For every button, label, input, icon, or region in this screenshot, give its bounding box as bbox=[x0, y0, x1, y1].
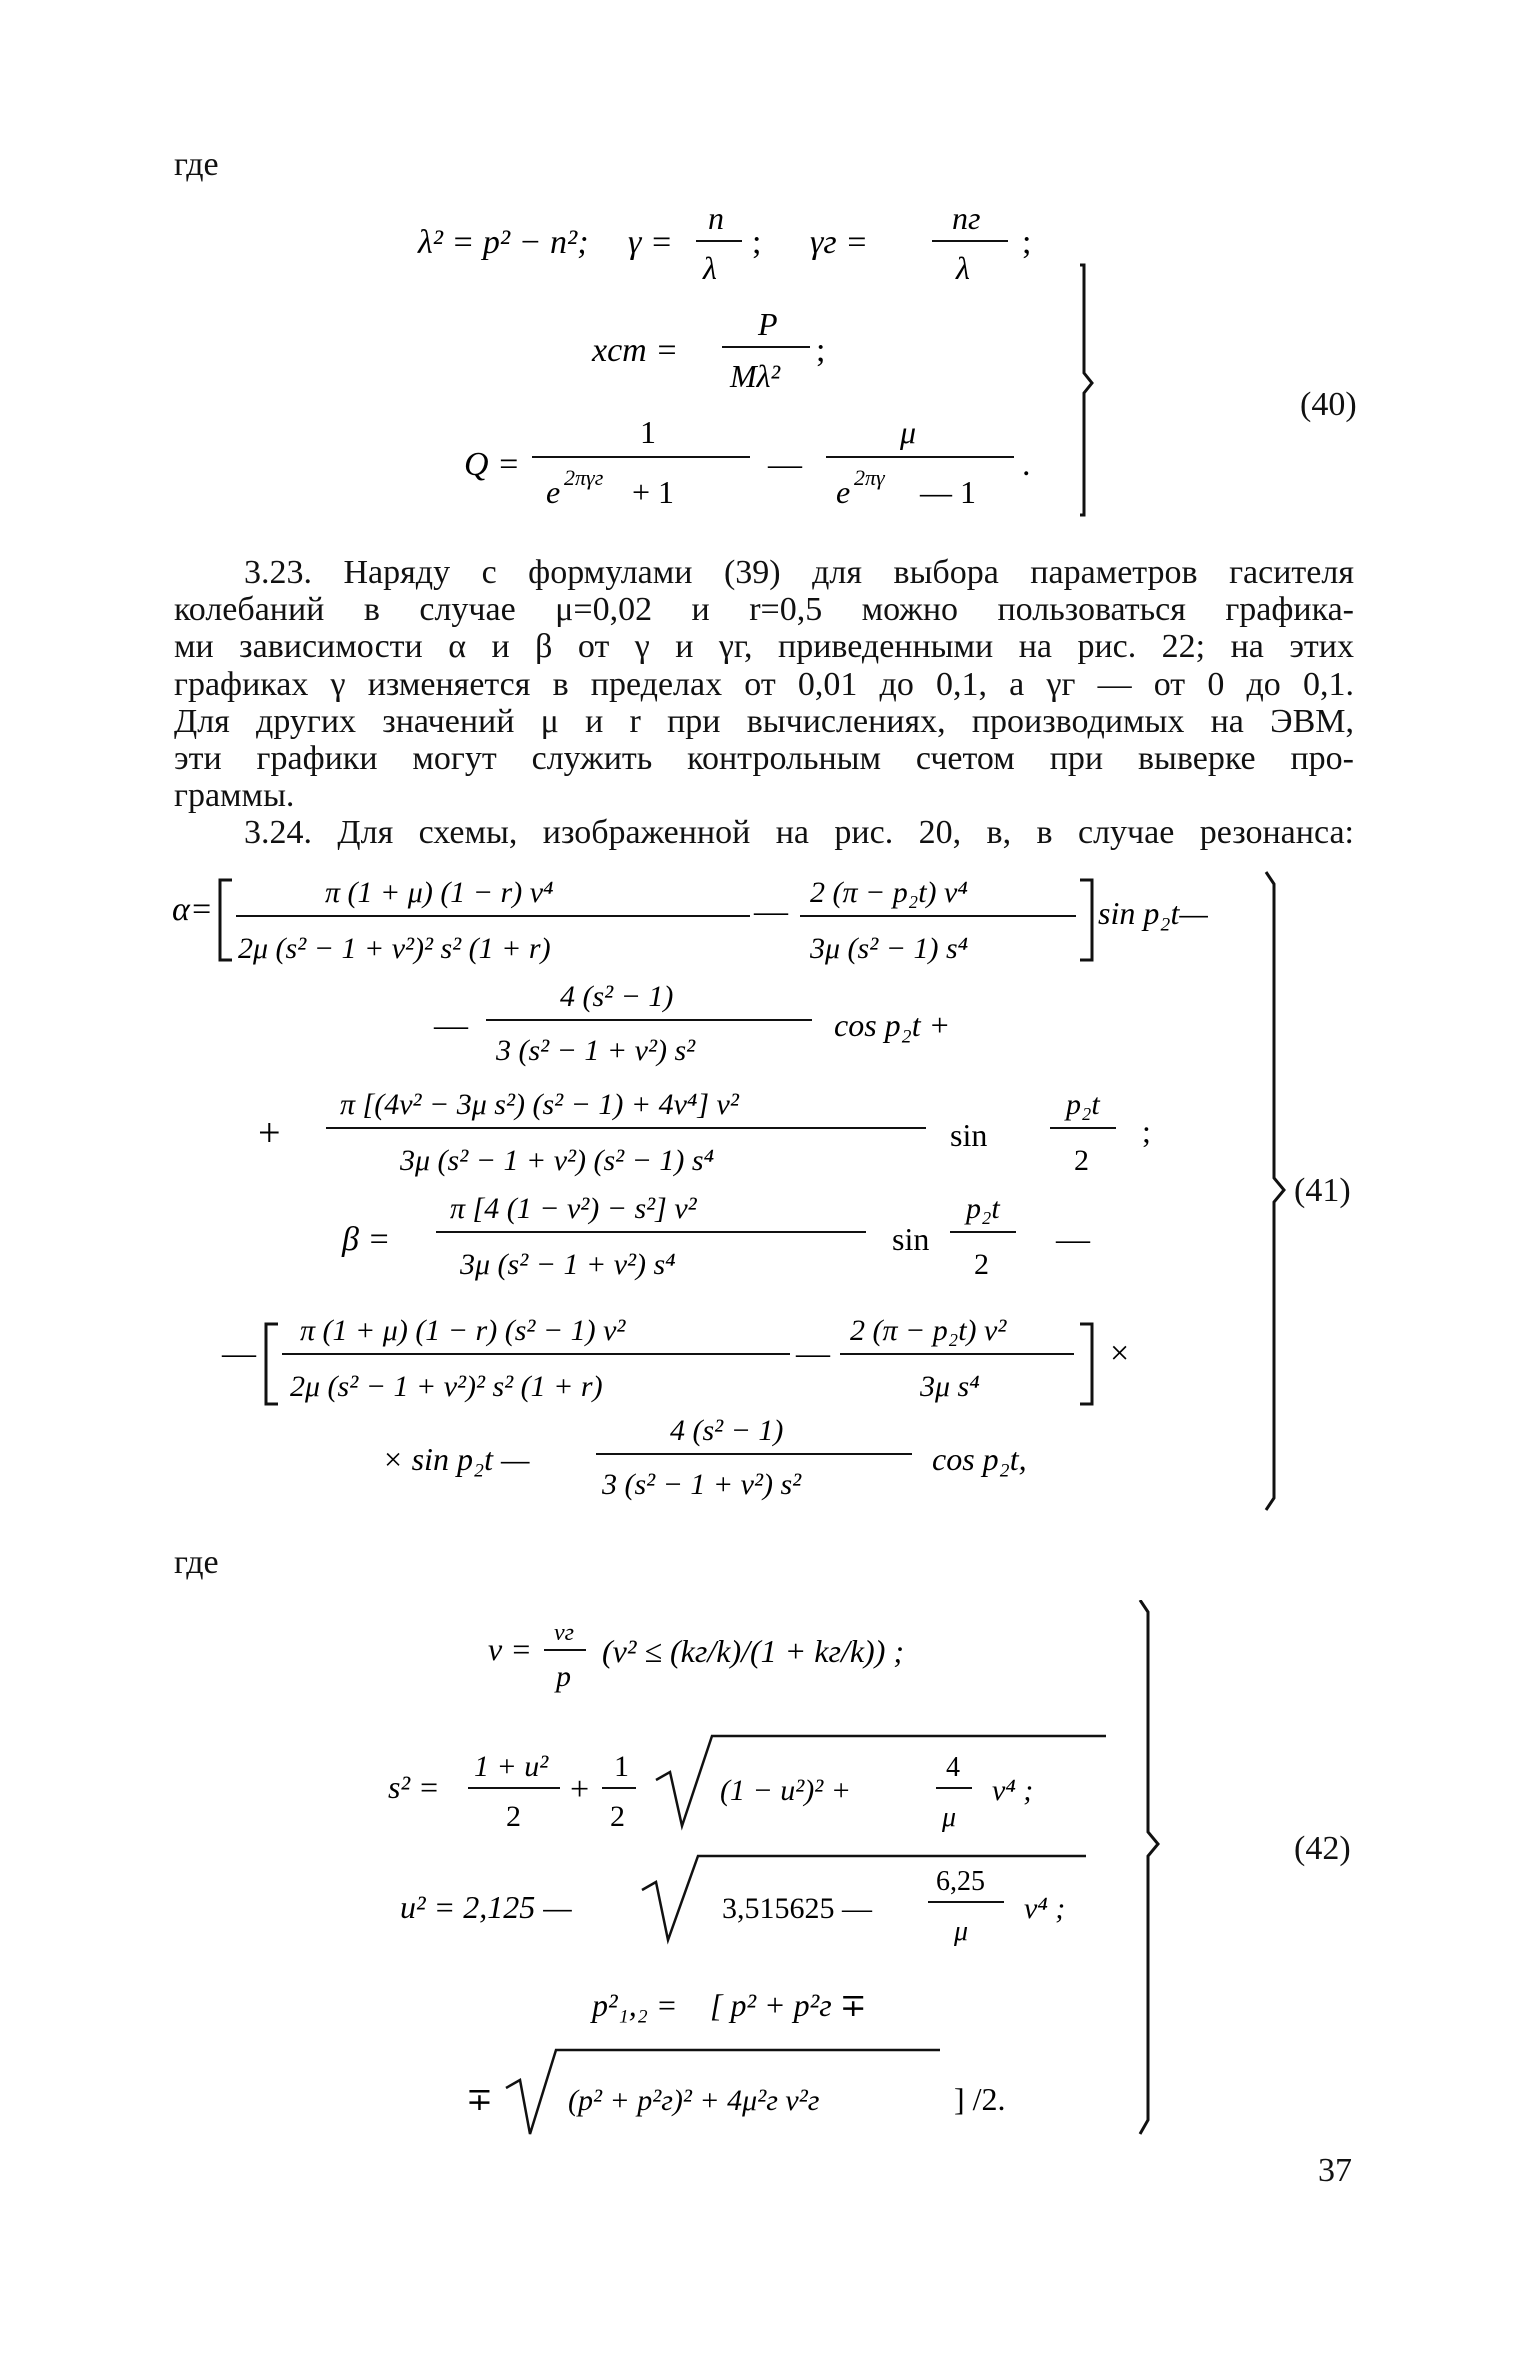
svg-text:νг: νг bbox=[554, 1620, 575, 1646]
text-line: граммы. bbox=[174, 777, 295, 815]
svg-text:3μ (s² − 1 + v²) s⁴: 3μ (s² − 1 + v²) s⁴ bbox=[460, 1248, 676, 1281]
svg-text:γг =: γг = bbox=[810, 224, 869, 261]
svg-text:3 (s² − 1 + v²) s²: 3 (s² − 1 + v²) s² bbox=[496, 1034, 696, 1067]
svg-text:1: 1 bbox=[640, 414, 656, 450]
equation-40 bbox=[400, 195, 1120, 525]
svg-text:2 (π − p₂t) v⁴: 2 (π − p₂t) v⁴ bbox=[810, 876, 968, 909]
svg-text:;: ; bbox=[816, 332, 826, 369]
svg-text:λ: λ bbox=[956, 250, 970, 286]
svg-text:3,515625 —: 3,515625 — bbox=[722, 1892, 872, 1925]
svg-text:] /2.: ] /2. bbox=[954, 2081, 1006, 2117]
svg-text:e: e bbox=[546, 474, 561, 510]
text-line: Для других значений μ и r при вычислениях, производимых на ЭВМ, bbox=[174, 702, 1354, 740]
svg-text:sin p₂t—: sin p₂t— bbox=[1098, 895, 1208, 931]
svg-text:2πγ: 2πγ bbox=[854, 465, 885, 490]
svg-text:P: P bbox=[758, 306, 778, 342]
text-line: ми зависимости α и β от γ и γг, приведенными на рис. 22; на этих bbox=[174, 628, 1354, 666]
svg-text:.: . bbox=[1022, 446, 1031, 483]
equation-label-40: (40) bbox=[1300, 386, 1357, 423]
svg-text:∓: ∓ bbox=[466, 2081, 493, 2117]
page-number: 37 bbox=[1318, 2152, 1352, 2189]
svg-text:×: × bbox=[1110, 1335, 1130, 1372]
svg-text:Q =: Q = bbox=[464, 446, 520, 483]
svg-text:2μ (s² − 1 + v²)² s² (1 + r): 2μ (s² − 1 + v²)² s² (1 + r) bbox=[290, 1370, 603, 1403]
svg-text:n: n bbox=[708, 200, 724, 236]
svg-text:v⁴ ;: v⁴ ; bbox=[992, 1774, 1034, 1807]
svg-text:2 (π − p₂t) v²: 2 (π − p₂t) v² bbox=[850, 1314, 1007, 1347]
svg-text:π [4 (1 − v²) − s²] v²: π [4 (1 − v²) − s²] v² bbox=[450, 1192, 697, 1225]
svg-text:—: — bbox=[1056, 1221, 1090, 1258]
svg-text:—: — bbox=[796, 1335, 830, 1372]
svg-text:p: p bbox=[556, 1660, 571, 1693]
svg-text:nг: nг bbox=[952, 200, 981, 236]
svg-text:2: 2 bbox=[610, 1800, 625, 1833]
equation-42 bbox=[380, 1600, 1180, 2160]
svg-text:π (1 + μ) (1 − r) v⁴: π (1 + μ) (1 − r) v⁴ bbox=[325, 876, 554, 909]
svg-text:v⁴ ;: v⁴ ; bbox=[1024, 1892, 1066, 1925]
svg-text:p²₁,₂ =: p²₁,₂ = bbox=[592, 1987, 678, 2023]
svg-text:;: ; bbox=[1142, 1113, 1151, 1149]
svg-text:2: 2 bbox=[1074, 1144, 1089, 1177]
svg-text:;: ; bbox=[1022, 224, 1032, 261]
svg-text:3 (s² − 1 + v²) s²: 3 (s² − 1 + v²) s² bbox=[602, 1468, 802, 1501]
svg-text:π (1 + μ) (1 − r) (s² − 1) v²: π (1 + μ) (1 − r) (s² − 1) v² bbox=[300, 1314, 626, 1347]
svg-text:cos p₂t +: cos p₂t + bbox=[834, 1007, 951, 1043]
svg-text:2: 2 bbox=[506, 1800, 521, 1833]
svg-text:π [(4v² − 3μ s²) (s² − 1) + 4v: π [(4v² − 3μ s²) (s² − 1) + 4v⁴] v² bbox=[340, 1088, 739, 1121]
equation-label-42: (42) bbox=[1294, 1830, 1351, 1867]
svg-text:p₂t: p₂t bbox=[1066, 1088, 1100, 1121]
svg-text:+: + bbox=[258, 1110, 281, 1155]
svg-text:2: 2 bbox=[974, 1248, 989, 1281]
svg-text:;: ; bbox=[752, 224, 762, 261]
svg-text:—: — bbox=[434, 1007, 468, 1044]
svg-text:4 (s² − 1): 4 (s² − 1) bbox=[670, 1414, 784, 1447]
svg-text:3μ (s² − 1 + v²) (s² − 1) s⁴: 3μ (s² − 1 + v²) (s² − 1) s⁴ bbox=[400, 1144, 715, 1177]
svg-text:2μ (s² − 1 + v²)² s² (1 + r): 2μ (s² − 1 + v²)² s² (1 + r) bbox=[238, 932, 551, 965]
svg-text:1 + u²: 1 + u² bbox=[474, 1750, 549, 1783]
text-line: графиках γ изменяется в пределах от 0,01 до 0,1, а γг — от 0 до 0,1. bbox=[174, 665, 1354, 703]
svg-text:3μ s⁴: 3μ s⁴ bbox=[920, 1370, 980, 1403]
svg-text:[ p² + p²г ∓: [ p² + p²г ∓ bbox=[710, 1987, 867, 2023]
paragraph-3-24 bbox=[244, 814, 1354, 851]
svg-text:4 (s² − 1): 4 (s² − 1) bbox=[560, 980, 674, 1013]
svg-text:cos p₂t,: cos p₂t, bbox=[932, 1441, 1027, 1477]
svg-text:xст =: xст = bbox=[592, 332, 679, 369]
equation-label-41: (41) bbox=[1294, 1172, 1351, 1209]
svg-text:sin: sin bbox=[892, 1221, 930, 1257]
svg-text:4: 4 bbox=[946, 1752, 960, 1783]
svg-text:β =: β = bbox=[342, 1221, 391, 1258]
svg-text:λ² = p² − n²;: λ² = p² − n²; bbox=[418, 224, 589, 261]
svg-text:3μ (s² − 1) s⁴: 3μ (s² − 1) s⁴ bbox=[810, 932, 969, 965]
svg-text:μ: μ bbox=[942, 1802, 957, 1833]
svg-text:e: e bbox=[836, 474, 851, 510]
svg-text:+ 1: + 1 bbox=[632, 474, 675, 510]
svg-text:6,25: 6,25 bbox=[936, 1866, 985, 1897]
svg-text:—: — bbox=[768, 446, 802, 483]
svg-text:1: 1 bbox=[614, 1750, 629, 1783]
svg-text:(v² ≤ (kг/k)/(1 + kг/k)) ;: (v² ≤ (kг/k)/(1 + kг/k)) ; bbox=[602, 1633, 904, 1669]
svg-text:γ =: γ = bbox=[628, 224, 673, 261]
paragraph-3-23 bbox=[174, 554, 1354, 814]
svg-text:μ: μ bbox=[900, 414, 917, 450]
svg-text:× sin p₂t —: × sin p₂t — bbox=[382, 1441, 530, 1477]
text-line: эти графики могут служить контрольным счетом при выверке про- bbox=[174, 740, 1354, 778]
svg-text:s² =: s² = bbox=[388, 1769, 440, 1805]
word-gde-top: где bbox=[174, 146, 219, 183]
svg-text:— 1: — 1 bbox=[920, 474, 976, 510]
svg-text:+: + bbox=[570, 1771, 590, 1808]
svg-text:u² = 2,125 —: u² = 2,125 — bbox=[400, 1889, 572, 1925]
svg-text:α=: α= bbox=[172, 891, 213, 928]
svg-text:v =: v = bbox=[488, 1631, 532, 1667]
text-line: 3.24. Для схемы, изображенной на рис. 20, в, в случае резонанса: bbox=[244, 814, 1354, 851]
text-line: 3.23. Наряду с формулами (39) для выбора параметров гасителя bbox=[244, 554, 1354, 591]
word-gde-bottom: где bbox=[174, 1544, 219, 1581]
svg-text:(p² + p²г)² + 4μ²г ν²г: (p² + p²г)² + 4μ²г ν²г bbox=[568, 2084, 820, 2117]
svg-text:2πγг: 2πγг bbox=[564, 465, 604, 490]
equation-41 bbox=[150, 860, 1380, 1520]
text-line: колебаний в случае μ=0,02 и r=0,5 можно пользоваться графика- bbox=[174, 591, 1354, 629]
svg-text:λ: λ bbox=[703, 250, 717, 286]
svg-text:Mλ²: Mλ² bbox=[730, 358, 781, 394]
svg-text:(1 − u²)² +: (1 − u²)² + bbox=[720, 1774, 851, 1807]
svg-text:p₂t: p₂t bbox=[966, 1192, 1000, 1225]
svg-text:μ: μ bbox=[954, 1916, 969, 1947]
svg-text:—: — bbox=[754, 893, 788, 930]
svg-text:sin: sin bbox=[950, 1117, 988, 1153]
svg-text:—: — bbox=[222, 1335, 256, 1372]
